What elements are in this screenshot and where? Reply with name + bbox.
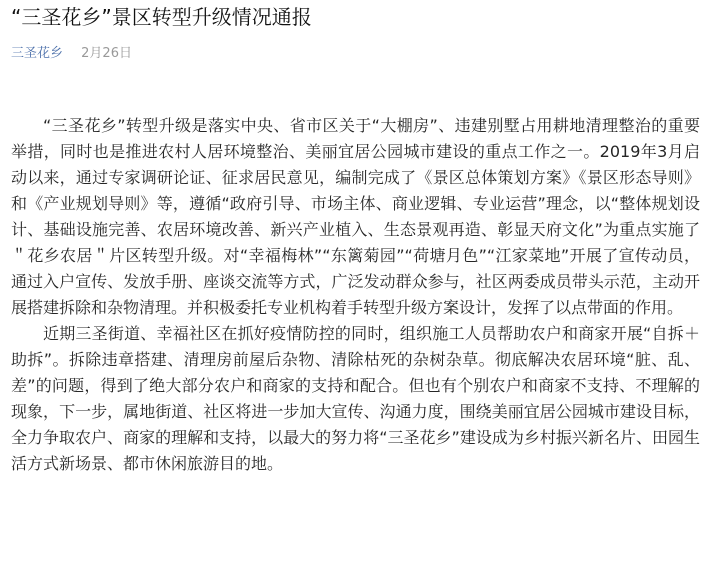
publish-date: 2月26日 <box>81 46 132 61</box>
account-name-link[interactable]: 三圣花乡 <box>11 46 64 61</box>
article-body <box>11 113 700 477</box>
article-title: “三圣花乡”景区转型升级情况通报 <box>11 5 312 29</box>
paragraph-2: 近期三圣街道、幸福社区在抓好疫情防控的同时，组织施工人员帮助农户和商家开展“自拆＋助拆”。拆除违章搭建、清理房前屋后杂物、清除枯死的杂树杂草。彻底解决农居环境“脏、乱、差”的问题，得到了绝大部分农户和商家的支持和配合。但也有个别农户和商家不支持、不理解的现象，下一步，属地街道、社区将进一步加大宣传、沟通力度，围绕美丽宜居公园城市建设目标，全力争取农户、商家的理解和支持，以最大的努力将“三圣花乡”建设成为乡村振兴新名片、田园生活方式新场景、都市休闲旅游目的地。 <box>11 324 700 473</box>
paragraph-1: “三圣花乡”转型升级是落实中央、省市区关于“大棚房”、违建别墅占用耕地清理整治的重要举措，同时也是推进农村人居环境整治、美丽宜居公园城市建设的重点工作之一。2019年3月启动以来，通过专家调研论证、征求居民意见，编制完成了《景区总体策划方案》《景区形态导则》和《产业规划导则》等，遵循“政府引导、市场主体、商业逻辑、专业运营”理念，以“整体规划设计、基础设施完善、农居环境改善、新兴产业植入、生态景观再造、彰显天府文化”为重点实施了＂花乡农居＂片区转型升级。对“幸福梅林”“东篱菊园”“荷塘月色”“江家菜地”开展了宣传动员，通过入户宣传、发放手册、座谈交流等方式，广泛发动群众参与，社区两委成员带头示范，主动开展搭建拆除和杂物清理。并积极委托专业机构着手转型升级方案设计，发挥了以点带面的作用。 <box>11 116 700 317</box>
article-meta <box>11 44 700 64</box>
